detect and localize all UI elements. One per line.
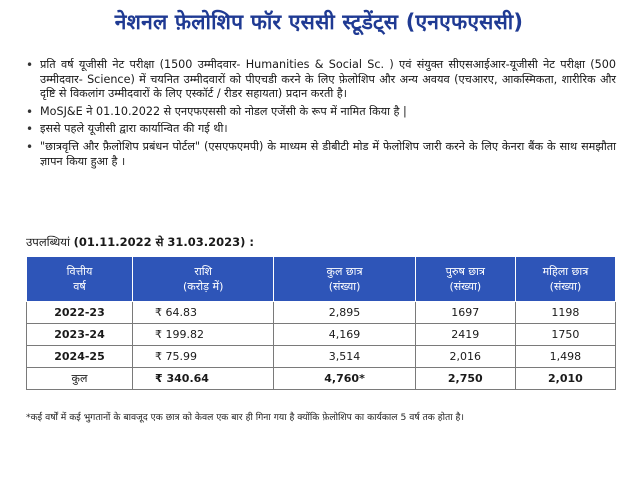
bullet-text: "छात्रवृत्ति और फ़ैलोशिप प्रबंधन पोर्टल" (एसएफएमपी) के माध्यम से डीबीटी मोड में फेलोशिप जारी करने के लिए केनरा बैंक के साथ समझौता ज्ञापन किया हुआ है । xyxy=(40,139,616,168)
header-amount: राशि (करोड़ में) xyxy=(133,257,274,302)
achievements-period: (01.11.2022 से 31.03.2023) : xyxy=(73,235,255,249)
bullet-item xyxy=(26,105,616,120)
footnote: *कई वर्षों में कई भुगतानों के बावजूद एक छात्र को केवल एक बार ही गिना गया है क्योंकि फ़ेलोशिप का कार्यकाल 5 वर्ष तक होता है। xyxy=(26,412,464,423)
cell-female: 1,498 xyxy=(515,346,615,368)
cell-female: 1750 xyxy=(515,324,615,346)
bullet-text: प्रति वर्ष यूजीसी नेट परीक्षा (1500 उम्मीदवार- Humanities & Social Sc. ) एवं संयुक्त सीएसआईआर-यूजीसी नेट परीक्षा (500 उम्मीदवार- Science) में चयनित उम्मीदवारों को पीएचडी करने के लिए फ़ेलोशिप और अन्य अवयव (एचआरए, आकस्मिकता, शारीरिक और दृष्टि से विकलांग उम्मीदवारों के लिए एस्कॉर्ट / रीडर सहायता) प्रदान करती है। xyxy=(40,58,616,101)
cell-male: 1697 xyxy=(415,302,515,324)
header-year: वित्तीय वर्ष xyxy=(27,257,133,302)
cell-total-students: 4,760* xyxy=(274,368,415,390)
header-male-students: पुरुष छात्र (संख्या) xyxy=(415,257,515,302)
bullet-list xyxy=(26,58,616,172)
cell-total: 4,169 xyxy=(274,324,415,346)
cell-year: 2024-25 xyxy=(27,346,133,368)
cell-total-amount: ₹ 340.64 xyxy=(133,368,274,390)
table-row xyxy=(27,324,616,346)
achievements-title: उपलब्धियां xyxy=(26,235,70,249)
cell-year: 2023-24 xyxy=(27,324,133,346)
achievements-label xyxy=(26,235,254,250)
header-total-students: कुल छात्र (संख्या) xyxy=(274,257,415,302)
bullet-icon: • xyxy=(26,122,34,137)
table-header-row xyxy=(27,257,616,302)
header-female-students: महिला छात्र (संख्या) xyxy=(515,257,615,302)
bullet-item xyxy=(26,140,616,169)
table-row xyxy=(27,346,616,368)
cell-male: 2,016 xyxy=(415,346,515,368)
cell-amount: ₹ 199.82 xyxy=(133,324,274,346)
cell-total-male: 2,750 xyxy=(415,368,515,390)
bullet-text: MoSJ&E ने 01.10.2022 से एनएफएससी को नोडल एजेंसी के रूप में नामित किया है | xyxy=(40,104,407,118)
table-row xyxy=(27,302,616,324)
cell-year: 2022-23 xyxy=(27,302,133,324)
page-title: नेशनल फ़ेलोशिप फॉर एससी स्टूडेंट्स (एनएफएससी) xyxy=(114,10,524,34)
bullet-icon: • xyxy=(26,58,34,72)
cell-total-female: 2,010 xyxy=(515,368,615,390)
cell-total: 3,514 xyxy=(274,346,415,368)
cell-male: 2419 xyxy=(415,324,515,346)
fellowship-table xyxy=(26,256,616,390)
bullet-text: इससे पहले यूजीसी द्वारा कार्यान्वित की गई थी। xyxy=(40,122,228,136)
cell-total-label: कुल xyxy=(27,368,133,390)
bullet-item xyxy=(26,122,616,137)
cell-amount: ₹ 64.83 xyxy=(133,302,274,324)
bullet-item xyxy=(26,58,616,102)
bullet-icon: • xyxy=(26,104,34,119)
bullet-icon: • xyxy=(26,139,34,154)
cell-amount: ₹ 75.99 xyxy=(133,346,274,368)
table-total-row xyxy=(27,368,616,390)
cell-total: 2,895 xyxy=(274,302,415,324)
cell-female: 1198 xyxy=(515,302,615,324)
